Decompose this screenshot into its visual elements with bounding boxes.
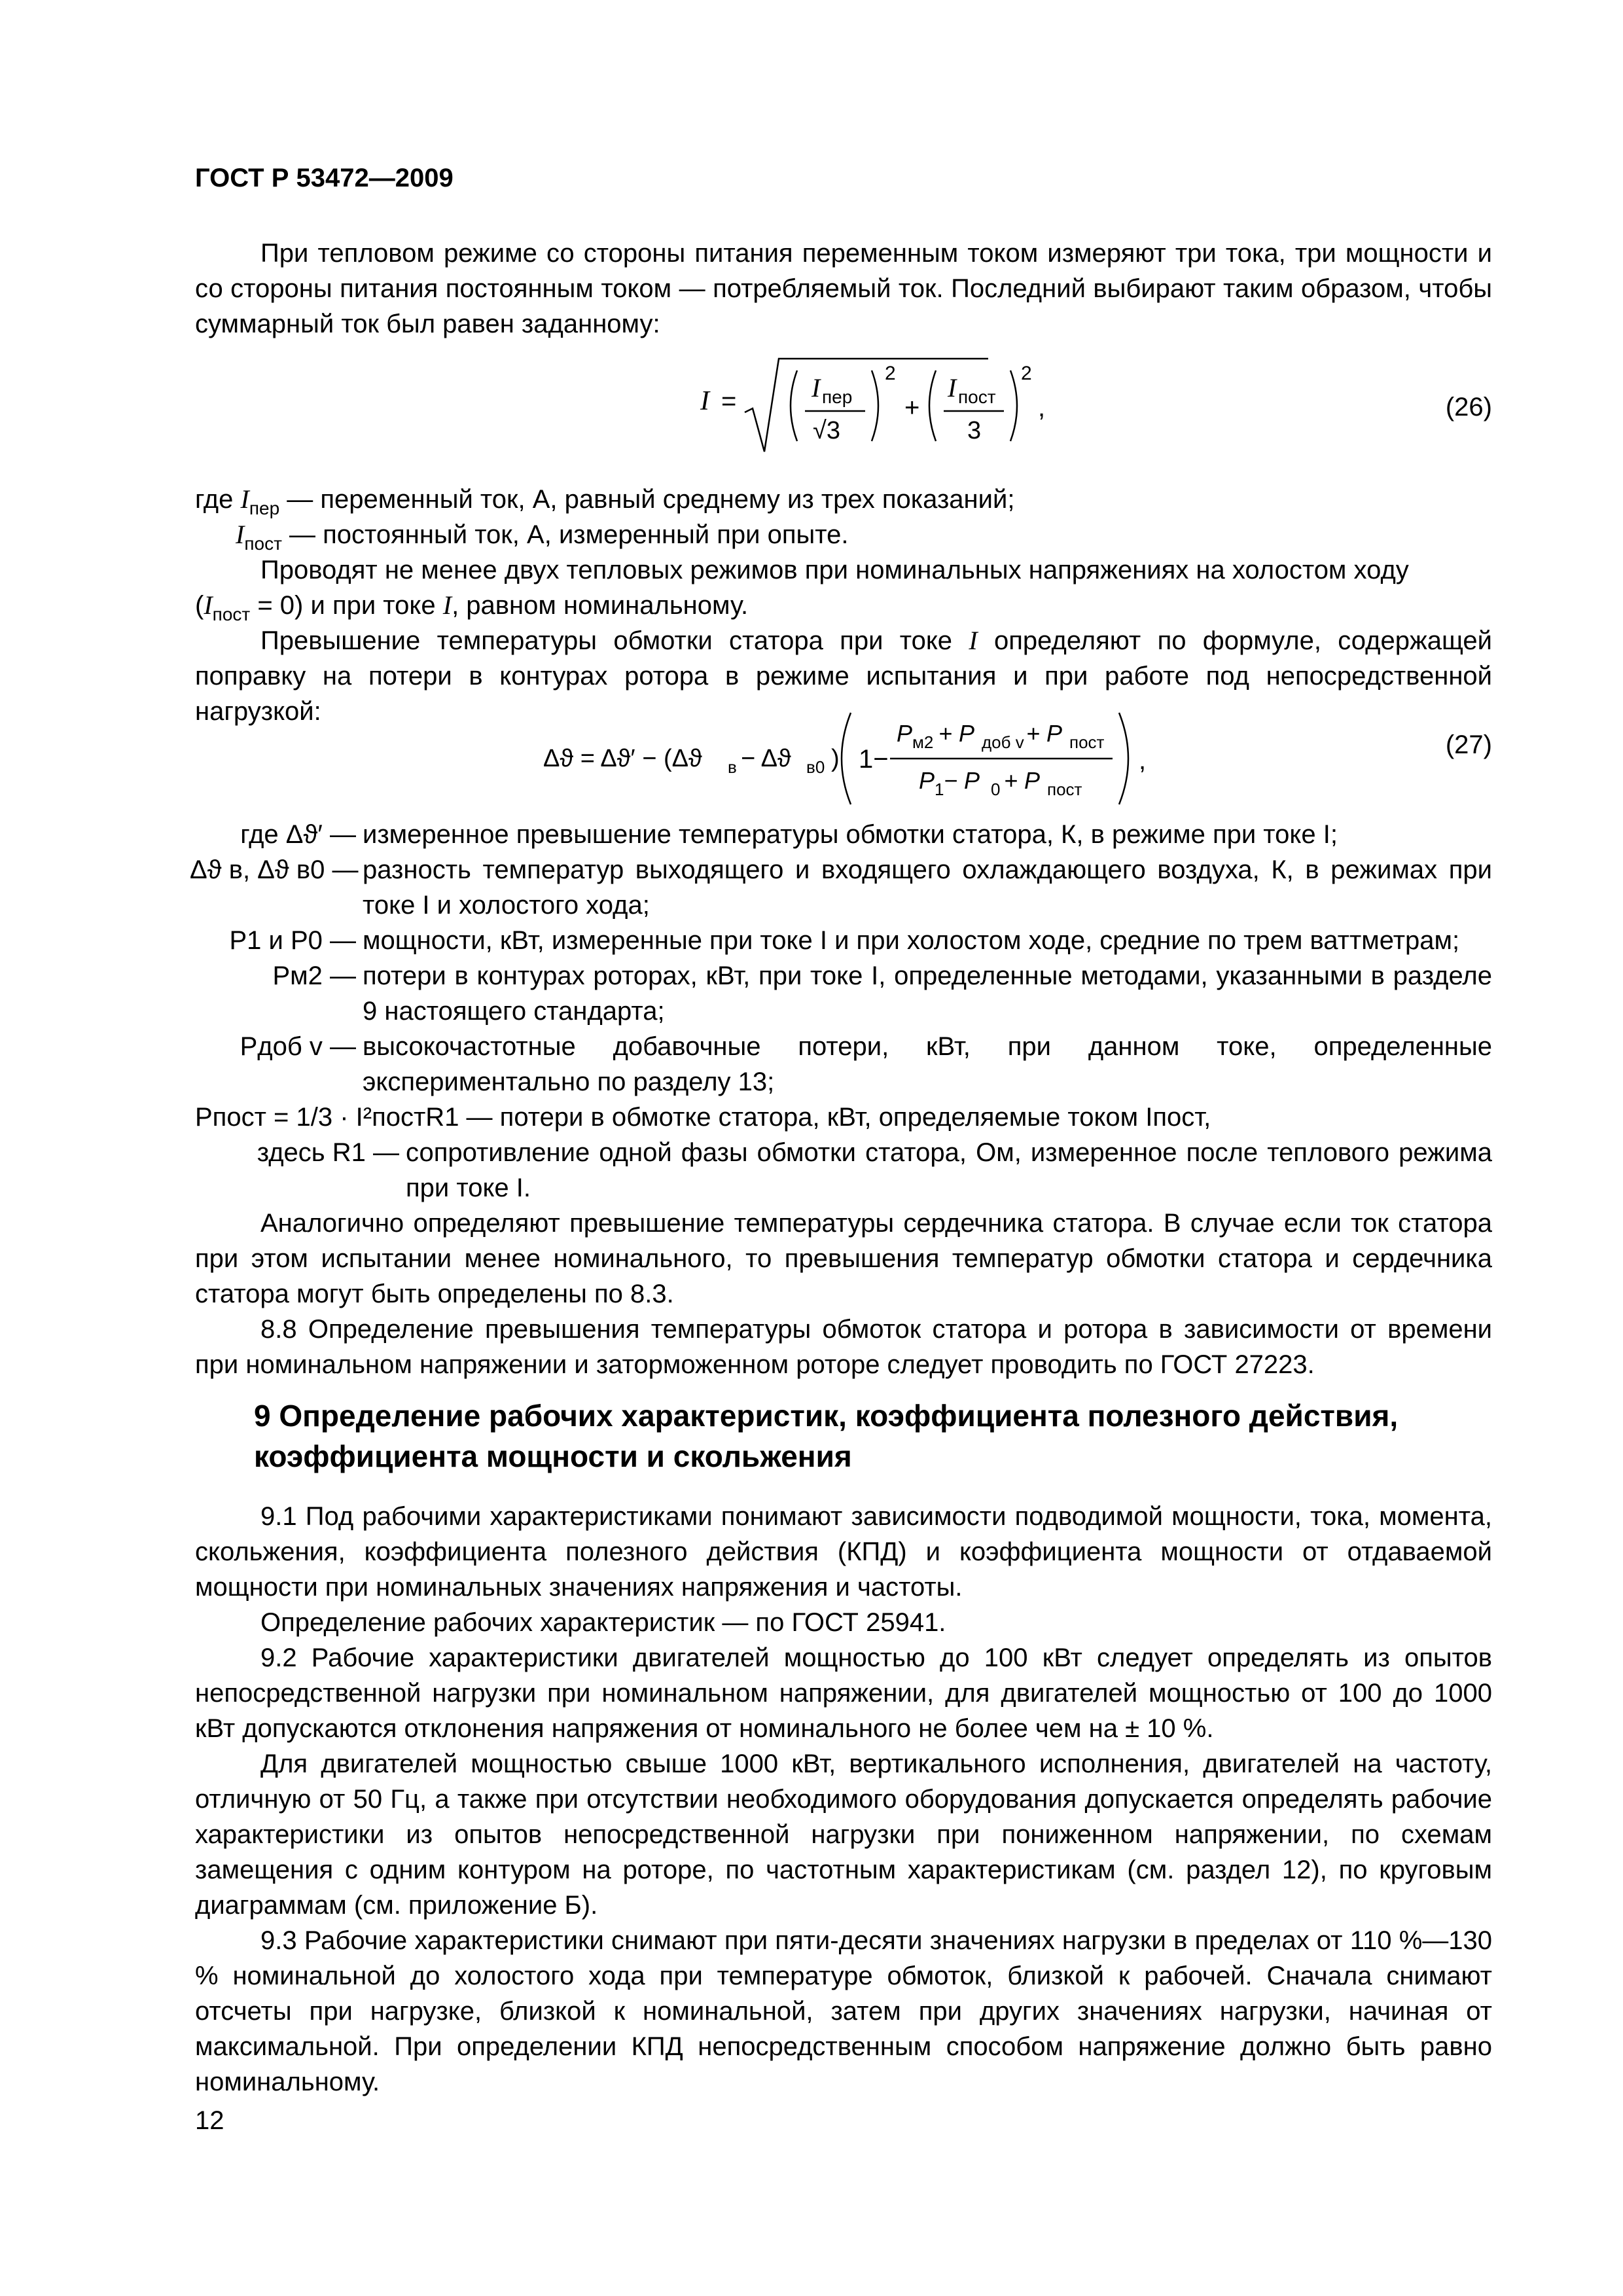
eq27-den-p2: + P — [1004, 767, 1041, 794]
paragraph-thermal-mode: При тепловом режиме со стороны питания переменным током измеряют три тока, три мощности и со стороны питания постоянным током — потребляемый ток. Последний выбирают таким образом, чтобы суммарный ток был равен заданному: — [195, 239, 1492, 338]
eq27-num-s3: пост — [1069, 732, 1105, 752]
def-term-pm2: Pм2 — — [272, 961, 356, 990]
equation-26 — [694, 353, 1086, 458]
paren-right-2 — [1010, 370, 1017, 441]
def-ppost-line: Pпост = 1/3 · I²постR1 — потери в обмотке статора, кВт, определяемые током Iпост, — [195, 1103, 1211, 1132]
section-heading-9: 9 Определение рабочих характеристик, коэффициента полезного действия, коэффициента мощности и скольжения — [254, 1399, 1399, 1473]
eq26-num2-sub: пост — [958, 387, 996, 407]
paragraph-core-temp: Аналогично определяют превышение температуры сердечника статора. В случае если ток статора при этом испытании менее номинального, то превышения температур обмотки статора и сердечника статора могут быть определены по 8.3. — [195, 1209, 1492, 1308]
eq26-den1: √3 — [813, 417, 840, 444]
paren-left-2 — [929, 370, 936, 441]
paragraph-9-1: 9.1 Под рабочими характеристиками понимают зависимости подводимой мощности, тока, момента, скольжения, коэффициента полезного действия (КПД) и коэффициента мощности от отдаваемой мощности при номинальных значениях напряжения и частоты. — [195, 1502, 1492, 1602]
equation-27-graphic — [537, 704, 1191, 815]
eq27-den-s2: 0 — [991, 780, 1001, 799]
paragraph-8-8: 8.8 Определение превышения температуры обмоток статора и ротора в зависимости от времени при номинальном напряжении и заторможенном роторе следует проводить по ГОСТ 27223. — [195, 1315, 1492, 1379]
eq26-num1-sub: пер — [822, 387, 853, 407]
eq27-sub-v: в — [728, 757, 737, 777]
paragraph-9-2: 9.2 Рабочие характеристики двигателей мощностью до 100 кВт следует определять из опытов непосредственной нагрузки при номинальном напряжении, для двигателей мощностью от 100 до 1000 кВт допускаются отклонения напряжения от номинального не более чем на ± 10 %. — [195, 1643, 1492, 1743]
eq26-num1: I — [812, 373, 821, 403]
eq26-equals: = — [721, 387, 737, 416]
eq27-num-s1: м2 — [912, 732, 934, 752]
eq27-mid: − Δϑ — [741, 745, 791, 772]
eq27-num-p2: + P — [1026, 720, 1063, 747]
paragraph-9-3: 9.3 Рабочие характеристики снимают при пяти-десяти значениях нагрузки в пределах от 110 %—130 % номинальной до холостого хода при температуре обмоток, близкой к рабочей. Сначала снимают отсчеты при нагрузке, близкой к номинальной, затем при других значениях нагрузки, начиная от максимальной. При определении КПД непосредственным способом напряжение должно быть равно номинальному. — [195, 1926, 1492, 2096]
paragraph-9-1-ref: Определение рабочих характеристик — по ГОСТ 25941. — [260, 1608, 946, 1637]
page-number: 12 — [195, 2106, 224, 2135]
eq26-exp2: 2 — [1021, 363, 1032, 384]
paragraph-two-modes-cont: $(I_{пост} = 0)$ и при токе I, равном номинальному. — [195, 590, 749, 624]
def-desc-pdob: высокочастотные добавочные потери, кВт, при данном токе, определенные экспериментально по разделу 13; — [363, 1032, 1492, 1096]
eq26-definition-1: где $I_{пер}$ — переменный ток, А, равный среднему из трех показаний; — [195, 484, 1015, 518]
eq27-den-s1: 1 — [935, 780, 944, 799]
eq27-den-m: − P — [944, 767, 980, 794]
def-term-r1: здесь R1 — — [257, 1138, 399, 1167]
eq27-comma: , — [1139, 746, 1147, 775]
eq27-den-p: P — [919, 767, 935, 794]
eq27-den-s3: пост — [1047, 780, 1082, 799]
def-term-dtheta-v: Δϑ в, Δϑ в0 — — [190, 855, 359, 884]
paragraph-two-modes: Проводят не менее двух тепловых режимов при номинальных напряжениях на холостом ходу — [260, 556, 1409, 584]
def-desc-dtheta-v: разность температур выходящего и входящего охлаждающего воздуха, К, в режимах при токе I и холостого хода; — [363, 855, 1492, 920]
eq27-one-minus: 1− — [859, 745, 889, 774]
equation-26-graphic — [694, 353, 1086, 458]
eq27-paren-right — [1119, 713, 1128, 804]
def-desc-pm2: потери в контурах роторах, кВт, при токе I, определенные методами, указанными в разделе 9 настоящего стандарта; — [363, 961, 1492, 1026]
paragraph-9-2-cont: Для двигателей мощностью свыше 1000 кВт, вертикального исполнения, двигателей на частоту, отличную от 50 Гц, а также при отсутствии необходимого оборудования допускается определять рабочие характеристики из опытов непосредственной нагрузки при пониженном напряжении, по схемам замещения с одним контуром на роторе, по частотным характеристикам (см. раздел 12), по круговым диаграммам (см. приложение Б). — [195, 1749, 1492, 1920]
equation-27 — [537, 704, 1191, 815]
equation-27-number: (27) — [1445, 730, 1492, 759]
eq26-lhs: I — [700, 386, 709, 416]
paragraph-winding-temp: Превышение температуры обмотки статора при токе I определяют по формуле, содержащей поправку на потери в контурах ротора в режиме испытания и при работе под непосредственной нагрузкой: — [195, 626, 1492, 726]
eq26-definition-2: $I_{пост}$ — постоянный ток, А, измеренный при опыте. — [236, 520, 849, 554]
def-desc-r1: сопротивление одной фазы обмотки статора, Ом, измеренное после теплового режима при токе I. — [406, 1138, 1492, 1202]
eq26-plus: + — [904, 393, 920, 422]
eq26-comma: , — [1038, 393, 1046, 422]
eq27-definitions — [0, 817, 1623, 1111]
eq27-num-s2: доб v — [982, 732, 1024, 752]
def-desc-dtheta: измеренное превышение температуры обмотки статора, К, в режиме при токе I; — [363, 820, 1338, 849]
eq27-num-p1: + P — [938, 720, 975, 747]
eq27-paren-left — [842, 713, 851, 804]
def-term-p1-p0: P1 и P0 — — [229, 926, 356, 955]
eq27-num-p: P — [897, 720, 913, 747]
eq27-sub-v0: в0 — [806, 757, 825, 777]
paren-right-1 — [872, 370, 878, 441]
def-term-dtheta: где Δϑ′ — — [240, 820, 356, 849]
eq26-num2: I — [948, 373, 957, 403]
eq27-lhs: Δϑ = Δϑ′ − (Δϑ — [543, 745, 702, 772]
eq27-close: ) — [831, 745, 840, 772]
def-r1-block — [0, 1135, 1623, 1207]
document-header: ГОСТ Р 53472—2009 — [195, 164, 454, 192]
eq26-exp1: 2 — [885, 363, 896, 384]
def-term-pdob: Pдоб v — — [240, 1032, 356, 1061]
paren-left-1 — [791, 370, 797, 441]
def-desc-p1-p0: мощности, кВт, измеренные при токе I и при холостом ходе, средние по трем ваттметрам; — [363, 926, 1460, 955]
equation-26-number: (26) — [1445, 393, 1492, 422]
eq26-den2: 3 — [967, 417, 982, 444]
